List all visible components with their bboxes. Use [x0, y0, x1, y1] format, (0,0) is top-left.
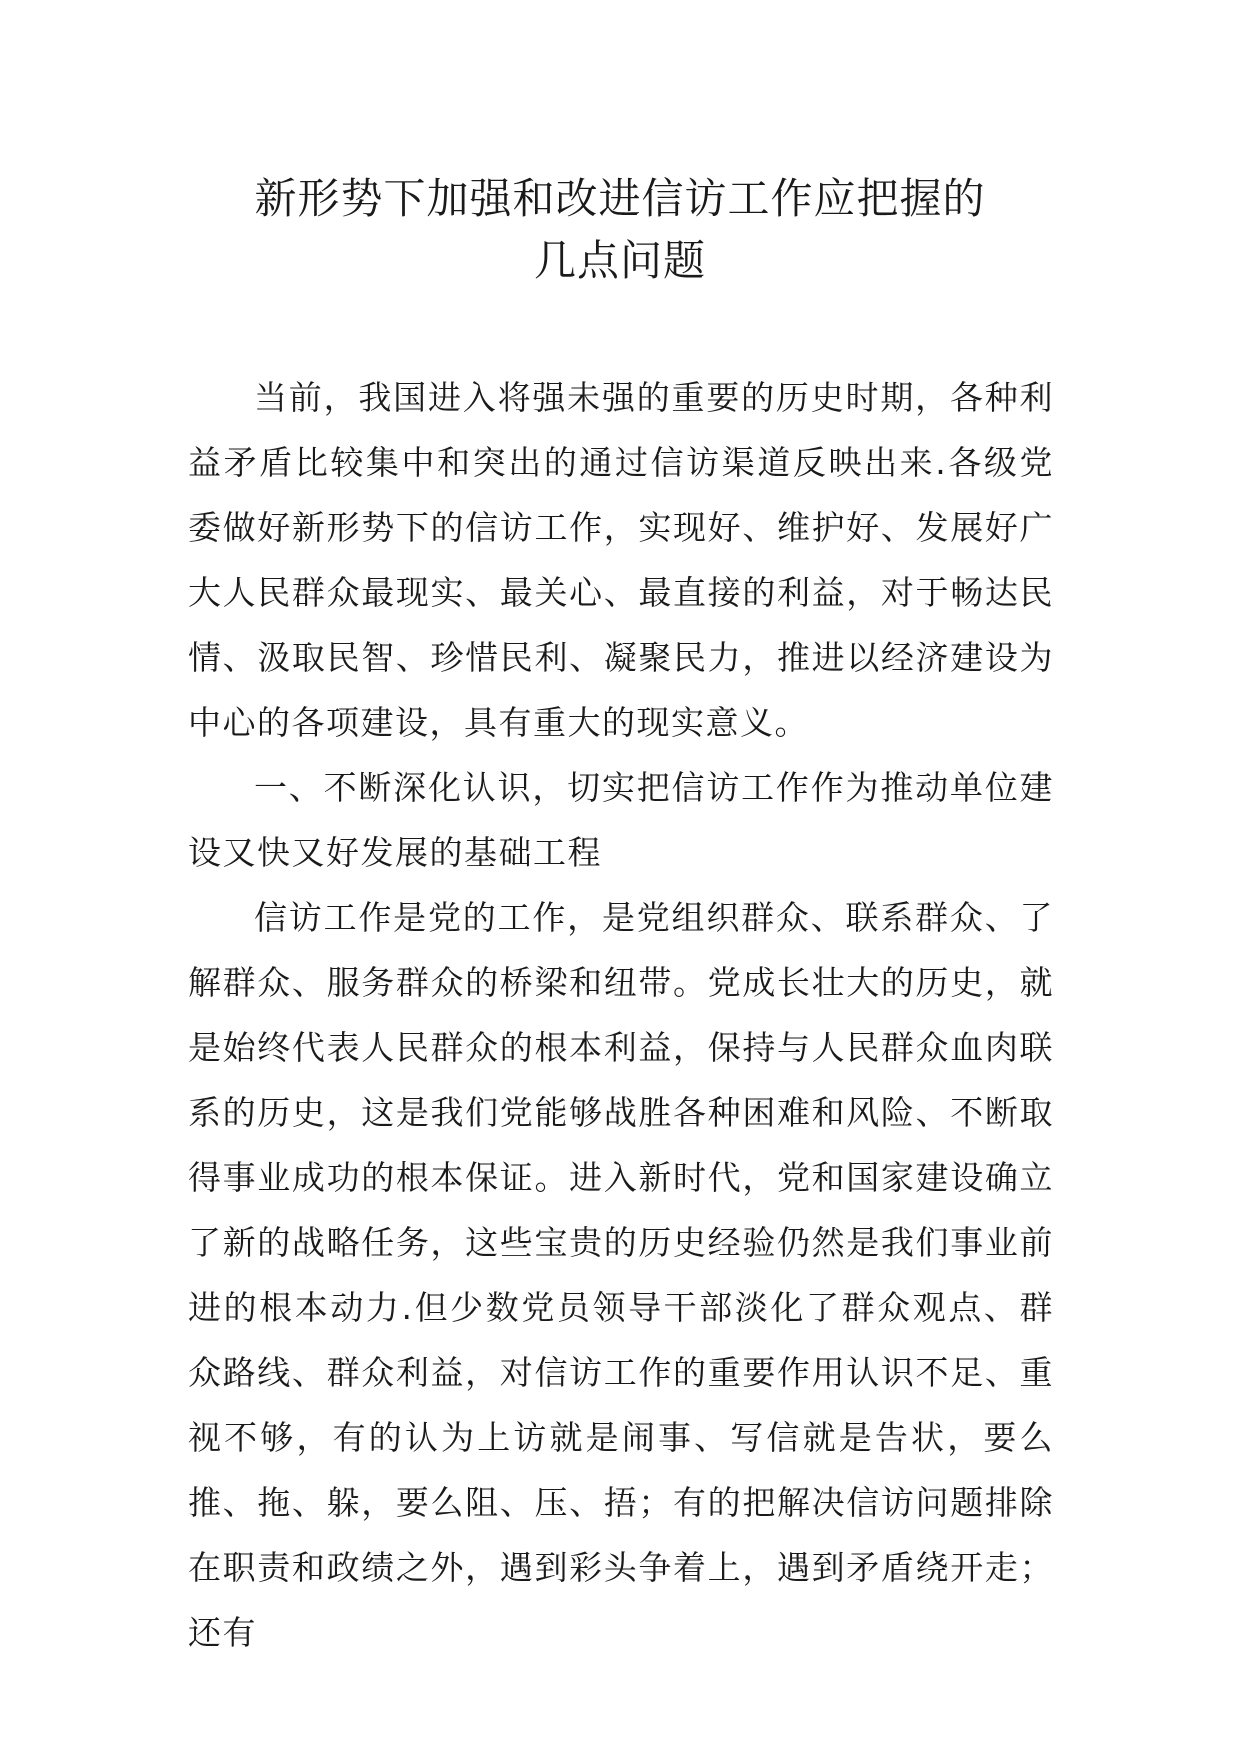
title-line-2: 几点问题 — [533, 236, 706, 285]
title-line-1: 新形势下加强和改进信访工作应把握的 — [254, 174, 986, 223]
paragraph-section-1: 信访工作是党的工作，是党组织群众、联系群众、了解群众、服务群众的桥梁和纽带。党成长壮大的历史，就是始终代表人民群众的根本利益，保持与人民群众血肉联系的历史，这是我们党能够战胜各种困难和风险、不断取得事业成功的根本保证。进入新时代，党和国家建设确立了新的战略任务，这些宝贵的历史经验仍然是我们事业前进的根本动力.但少数党员领导干部淡化了群众观点、群众路线、群众利益，对信访工作的重要作用认识不足、重视不够，有的认为上访就是闹事、写信就是告状，要么推、拖、躲，要么阻、压、捂；有的把解决信访问题排除在职责和政绩之外，遇到彩头争着上，遇到矛盾绕开走；还有 — [188, 898, 1054, 1652]
document-title — [0, 168, 1240, 292]
document-body — [188, 365, 1054, 1665]
section-heading-1: 一、不断深化认识，切实把信访工作作为推动单位建设又快又好发展的基础工程 — [188, 768, 1054, 872]
paragraph-intro: 当前，我国进入将强未强的重要的历史时期，各种利益矛盾比较集中和突出的通过信访渠道反映出来.各级党委做好新形势下的信访工作，实现好、维护好、发展好广大人民群众最现实、最关心、最直接的利益，对于畅达民情、汲取民智、珍惜民利、凝聚民力，推进以经济建设为中心的各项建设，具有重大的现实意义。 — [188, 378, 1054, 742]
